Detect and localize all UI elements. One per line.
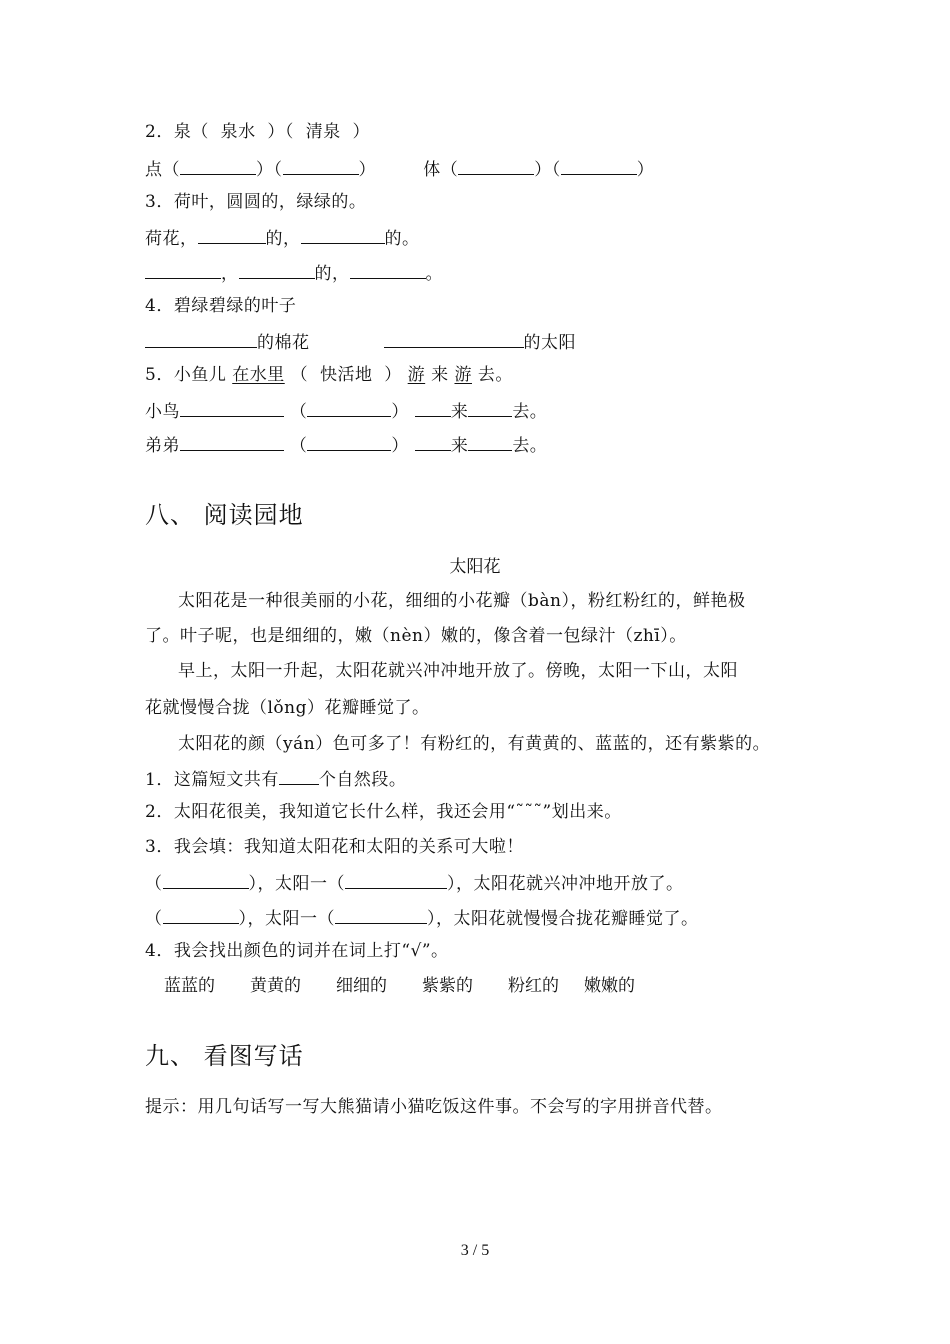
blank[interactable]: [145, 260, 221, 279]
q7-item5-example: 5．小鱼儿 在水里 （ 快活地 ） 游 来 游 去。: [145, 365, 513, 385]
blank[interactable]: [163, 905, 239, 924]
blank[interactable]: [458, 156, 534, 175]
blank[interactable]: [335, 905, 427, 924]
blank[interactable]: [561, 156, 637, 175]
word-option[interactable]: 嫩嫩的: [584, 976, 635, 996]
blank[interactable]: [239, 260, 315, 279]
q7-item3-line2: ， 的， 。: [145, 260, 443, 286]
blank[interactable]: [283, 156, 359, 175]
word-option[interactable]: 粉红的: [508, 976, 559, 996]
s8-question-4: 4．我会找出颜色的词并在词上打“√”。: [145, 941, 449, 961]
s8-question-3-line2: （ ），太阳一（ ），太阳花就慢慢合拢花瓣睡觉了。: [145, 905, 699, 931]
q7-item3-line1: 荷花， 的， 的。: [145, 225, 420, 251]
blank[interactable]: [145, 329, 257, 348]
blank[interactable]: [198, 225, 266, 244]
q7-item2-label: 2．泉（ 泉水 ）（ 清泉 ）: [145, 122, 371, 142]
blank[interactable]: [350, 260, 426, 279]
blank[interactable]: [307, 432, 391, 451]
q7-item3-label: 3．荷叶，圆圆的，绿绿的。: [145, 192, 367, 212]
q7-item4-label: 4．碧绿碧绿的叶子: [145, 296, 297, 316]
section-9-hint: 提示：用几句话写一写大熊猫请小猫吃饭这件事。不会写的字用拼音代替。: [145, 1097, 723, 1117]
q7-item2-answer-line: 点（ ）（ ） 体（ ）（ ）: [145, 156, 654, 182]
q7-item4-line: 的棉花 的太阳: [145, 329, 576, 355]
word-option[interactable]: 细细的: [336, 976, 387, 996]
section-9-heading: 九、 看图写话: [145, 1042, 304, 1070]
blank[interactable]: [415, 398, 451, 417]
blank[interactable]: [180, 398, 284, 417]
s8-question-3: 3．我会填：我知道太阳花和太阳的关系可大啦！: [145, 837, 524, 857]
blank[interactable]: [180, 156, 256, 175]
blank[interactable]: [468, 398, 512, 417]
blank[interactable]: [307, 398, 391, 417]
blank[interactable]: [279, 766, 319, 785]
passage-p3: 太阳花的颜（yán）色可多了！有粉红的，有黄黄的、蓝蓝的，还有紫紫的。: [178, 734, 771, 754]
word-option[interactable]: 紫紫的: [422, 976, 473, 996]
blank[interactable]: [384, 329, 524, 348]
s8-question-3-line1: （ ），太阳一（ ），太阳花就兴冲冲地开放了。: [145, 870, 684, 896]
blank[interactable]: [468, 432, 512, 451]
blank[interactable]: [345, 870, 447, 889]
q7-item5-brother: 弟弟 （ ） 来 去。: [145, 432, 547, 458]
word-option[interactable]: 蓝蓝的: [164, 976, 215, 996]
word-option[interactable]: 黄黄的: [250, 976, 301, 996]
passage-p1-line1: 太阳花是一种很美丽的小花，细细的小花瓣（bàn），粉红粉红的，鲜艳极: [178, 591, 746, 611]
passage-title: 太阳花: [449, 557, 501, 577]
blank[interactable]: [415, 432, 451, 451]
blank[interactable]: [301, 225, 385, 244]
s8-question-1: 1．这篇短文共有 个自然段。: [145, 766, 406, 792]
passage-p1-line2: 了。叶子呢，也是细细的，嫩（nèn）嫩的，像含着一包绿汁（zhī）。: [145, 626, 687, 646]
section-8-heading: 八、 阅读园地: [145, 501, 304, 529]
page-number: 3 / 5: [460, 1242, 490, 1259]
passage-p2-line1: 早上，太阳一升起，太阳花就兴冲冲地开放了。傍晚，太阳一下山，太阳: [178, 661, 738, 681]
q7-item5-bird: 小鸟 （ ） 来 去。: [145, 398, 547, 424]
s8-question-2: 2．太阳花很美，我知道它长什么样，我还会用“˜˜˜”划出来。: [145, 802, 622, 822]
blank[interactable]: [163, 870, 249, 889]
blank[interactable]: [180, 432, 284, 451]
passage-p2-line2: 花就慢慢合拢（lǒng）花瓣睡觉了。: [145, 698, 430, 718]
